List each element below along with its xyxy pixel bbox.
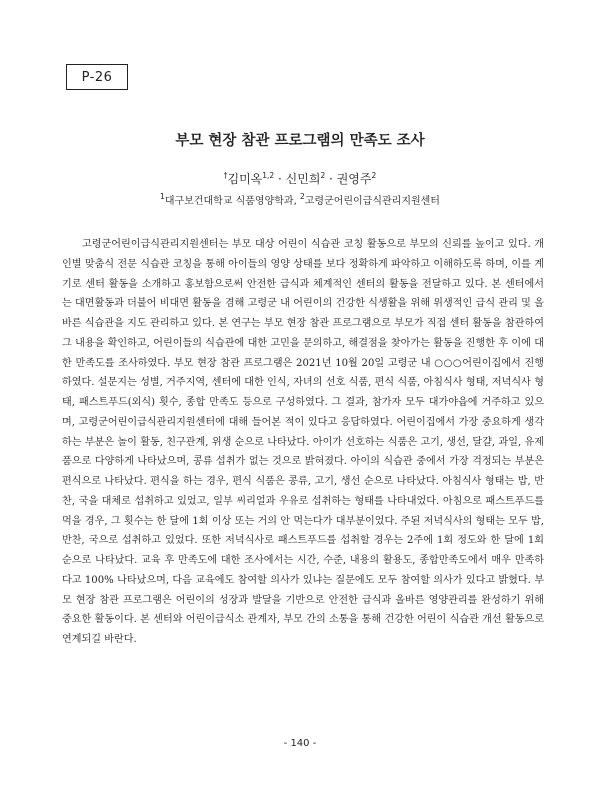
abstract-code-box	[66, 64, 128, 90]
abstract-code: P-26	[81, 69, 113, 85]
affiliation-mark: 1	[160, 192, 165, 201]
author-name: 김미옥	[227, 172, 263, 186]
author-separator: ·	[325, 172, 337, 186]
author-line	[0, 170, 600, 187]
page-number: - 140 -	[283, 738, 317, 749]
affiliation-text: 대구보건대학교 식품영양학과,	[164, 196, 297, 207]
affiliation-mark: 2	[299, 192, 305, 201]
corresponding-author-mark: †	[223, 171, 228, 180]
author-name: 권영주	[336, 172, 372, 186]
author-separator: ·	[274, 172, 286, 186]
author-affiliation-mark: 1,2	[262, 171, 275, 180]
abstract-paragraph: 고령군어린이급식관리지원센터는 부모 대상 어린이 식습관 코칭 활동으로 부모의 신뢰를 높이고 있다. 개인별 맞춤식 전문 식습관 코칭을 통해 아이들의 영양 상태를 보다 정확하게 파악하고 이해하도록 하며, 이를 계기로 센터 활동을 소개하고 홍보함으로써 안전한 급식과 체계적인 센터의 활동을 전달하고 있다. 본 센터에서는 대면활동과 더불어 비대면 활동을 겸해 고령군 내 어린이의 건강한 식생활을 위해 위생적인 급식 관리 및 올바른 식습관을 지도 관리하고 있다. 본 연구는 부모 현장 참관 프로그램으로 부모가 직접 센터 활동을 참관하여 그 내용을 확인하고, 어린이들의 식습관에 대한 고민을 문의하고, 해결점을 찾아가는 활동을 진행한 후 이에 대한 만족도를 조사하였다. 부모 현장 참관 프로그램은 2021년 10월 20일 고령군 내 ○○○어린이집에서 진행하였다. 설문지는 성별, 거주지역, 센터에 대한 인식, 자녀의 선호 식품, 편식 식품, 아침식사 형태, 저녁식사 형태, 패스트푸드(외식) 횟수, 종합 만족도 등으로 구성하였다. 그 결과, 참가자 모두 대가야읍에 거주하고 있으며, 고령군어린이급식관리지원센터에 대해 들어본 적이 있다고 응답하였다. 어린이집에서 가장 중요하게 생각하는 부분은 놀이 활동, 친구관계, 위생 순으로 나타났다. 아이가 선호하는 식품은 고기, 생선, 달걀, 과일, 유제품으로 다양하게 나타났으며, 콩류 섭취가 없는 것으로 밝혀졌다. 아이의 식습관 중에서 가장 걱정되는 부분은 편식으로 나타났다. 편식을 하는 경우, 편식 식품은 콩류, 고기, 생선 순으로 나타났다. 아침식사 형태는 밥, 반찬, 국을 대체로 섭취하고 있었고, 일부 씨리얼과 우유로 섭취하는 형태를 나타내었다. 아침으로 패스트푸드를 먹을 경우, 그 횟수는 한 달에 1회 이상 또는 거의 안 먹는다가 대부분이었다. 주된 저녁식사의 형태는 모두 밥, 반찬, 국으로 섭취하고 있었다. 또한 저녁식사로 패스트푸드를 섭취할 경우는 2주에 1회 정도와 한 달에 1회 순으로 나타났다. 교육 후 만족도에 대한 조사에서는 시간, 수준, 내용의 활용도, 종합만족도에서 매우 만족하다고 100% 나타났으며, 다음 교육에도 참여할 의사가 있냐는 질문에도 모두 참여할 의사가 있다고 밝혔다. 부모 현장 참관 프로그램은 어린이의 성장과 발달을 기반으로 안전한 급식과 올바른 영양관리를 완성하기 위해 중요한 활동이다. 본 센터와 어린이급식소 관계자, 부모 간의 소통을 통해 건강한 어린이 식습관 개선 활동으로 연계되길 바란다.	[62, 239, 544, 645]
abstract-body	[62, 235, 544, 650]
paper-title: 부모 현장 참관 프로그램의 만족도 조사	[175, 133, 425, 149]
affiliation-line	[0, 192, 600, 207]
author-affiliation-mark: 2	[320, 171, 326, 180]
affiliation-text: 고령군어린이급식관리지원센터	[304, 196, 440, 207]
author-name: 신민희	[285, 172, 321, 186]
author-affiliation-mark: 2	[371, 171, 377, 180]
